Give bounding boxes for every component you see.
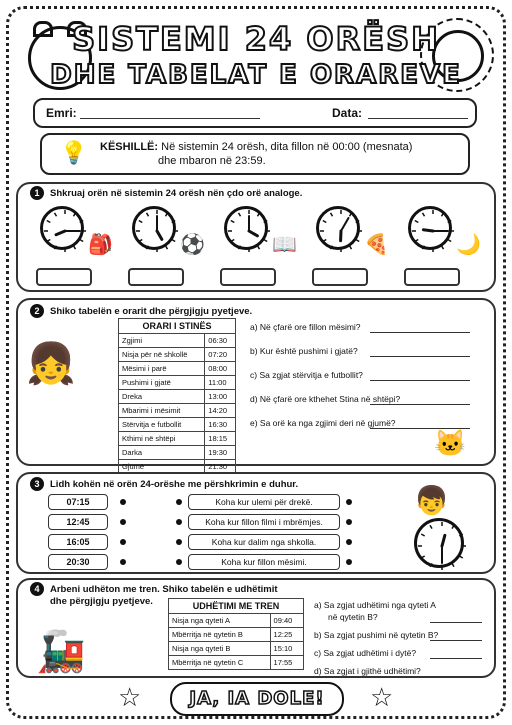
match-dot[interactable]: [346, 559, 352, 565]
question-text: d) Në çfarë ore kthehet Stina në shtëpi?: [250, 394, 401, 404]
moon-icon: 🌙: [456, 234, 481, 256]
clock-tick: [80, 221, 83, 223]
clock-tick: [80, 240, 83, 242]
match-dot[interactable]: [176, 519, 182, 525]
time-cell: 12:25: [270, 628, 303, 642]
page-subtitle: DHE TABELAT E ORAREVE: [50, 60, 462, 90]
table-row: [169, 614, 304, 628]
match-dot[interactable]: [176, 559, 182, 565]
activity-cell: Zgjimi: [119, 334, 205, 348]
clock-tick: [139, 221, 142, 223]
match-dot[interactable]: [346, 499, 352, 505]
clock-tick: [331, 246, 333, 249]
date-field[interactable]: [368, 118, 468, 119]
section-2-number: 2: [30, 304, 44, 318]
clock-tick: [331, 213, 333, 216]
clock-tick: [415, 240, 418, 242]
answer-line[interactable]: [430, 640, 482, 641]
activity-cell: Nisja për në shkollë: [119, 348, 205, 362]
name-date-box: [33, 98, 477, 128]
clock-tick: [459, 556, 462, 558]
clock-tick: [166, 246, 168, 249]
minute-hand: [341, 218, 348, 231]
clock-tick: [356, 240, 359, 242]
clock-tick: [147, 246, 149, 249]
date-label: Data:: [332, 106, 363, 120]
clock-tick: [264, 221, 267, 223]
analog-clock: [408, 206, 452, 250]
clock-tick: [452, 563, 454, 566]
table-row: [119, 446, 236, 460]
answer-line[interactable]: [430, 676, 482, 677]
time-cell: 07:20: [205, 348, 236, 362]
clock-tick: [423, 213, 425, 216]
analog-clock: [316, 206, 360, 250]
schedule-table-title: ORARI I STINËS: [119, 319, 236, 334]
question-text: c) Sa zgjat udhëtimi i dytë?: [314, 648, 417, 658]
activity-cell: Kthimi në shtëpi: [119, 432, 205, 446]
section-4-instruction-2: dhe përgjigju pyetjeve.: [50, 596, 153, 607]
clock-tick: [239, 246, 241, 249]
table-row: [169, 656, 304, 670]
boy-icon: 👦: [414, 485, 449, 516]
lightbulb-icon: 💡: [60, 140, 88, 165]
cat-icon: 🐱: [434, 428, 467, 458]
activity-cell: Stërvitja e futbollit: [119, 418, 205, 432]
tip-line-2: dhe mbaron në 23:59.: [158, 155, 266, 167]
clock-tick: [423, 246, 425, 249]
analog-clock: [414, 518, 464, 568]
question-text: d) Sa zgjat i gjithë udhëtimi?: [314, 666, 421, 676]
analog-clock: [224, 206, 268, 250]
table-row: [119, 418, 236, 432]
hour-hand: [249, 231, 257, 236]
train-table: [168, 598, 304, 670]
clock-tick: [356, 221, 359, 223]
question-text: c) Sa zgjat stërvitja e futbollit?: [250, 370, 363, 380]
clock-tick: [55, 246, 57, 249]
clock-tick: [55, 213, 57, 216]
clock-tick: [147, 213, 149, 216]
description-option[interactable]: Koha kur fillon mësimi.: [188, 554, 340, 570]
answer-line[interactable]: [370, 332, 470, 333]
clock-tick: [350, 246, 352, 249]
activity-cell: Darka: [119, 446, 205, 460]
stop-cell: Nisja nga qyteti B: [169, 642, 271, 656]
time-cell: 13:00: [205, 390, 236, 404]
table-row: [169, 642, 304, 656]
question-text: b) Kur është pushimi i gjatë?: [250, 346, 358, 356]
table-row: [119, 348, 236, 362]
name-field[interactable]: [80, 118, 260, 119]
time-cell: 18:15: [205, 432, 236, 446]
table-row: [119, 362, 236, 376]
time-option[interactable]: 07:15: [48, 494, 108, 510]
clock-tick: [74, 213, 76, 216]
stop-cell: Mbërritja në qytetin C: [169, 656, 271, 670]
match-dot[interactable]: [176, 539, 182, 545]
clock-tick: [448, 240, 451, 242]
time-cell: 21:30: [205, 460, 236, 474]
answer-line[interactable]: [370, 356, 470, 357]
section-4-number: 4: [30, 582, 44, 596]
clock-tick: [459, 534, 462, 536]
clock-tick: [350, 213, 352, 216]
time-cell: 17:55: [270, 656, 303, 670]
answer-line[interactable]: [370, 404, 470, 405]
activity-cell: Mësimi i parë: [119, 362, 205, 376]
clock-tick: [442, 246, 444, 249]
table-row: [119, 404, 236, 418]
page-title: SISTEMI 24 ORËSH: [72, 20, 440, 58]
answer-box[interactable]: [128, 268, 184, 286]
star-icon: ☆: [370, 682, 394, 712]
analog-clock: [132, 206, 176, 250]
clock-tick: [258, 213, 260, 216]
analog-clock: [40, 206, 84, 250]
question-text: a) Në çfarë ore fillon mësimi?: [250, 322, 361, 332]
clock-tick: [430, 525, 432, 528]
table-row: [119, 390, 236, 404]
clock-tick: [172, 221, 175, 223]
clock-tick: [448, 221, 451, 223]
clock-tick: [258, 246, 260, 249]
activity-cell: Dreka: [119, 390, 205, 404]
table-row: [119, 334, 236, 348]
clock-tick: [421, 556, 424, 558]
clock-tick: [139, 240, 142, 242]
train-icon: 🚂: [36, 630, 86, 674]
table-row: [169, 628, 304, 642]
section-3-instruction: Lidh kohën në orën 24-orëshe me përshkrimin e duhur.: [50, 479, 299, 490]
answer-box[interactable]: [36, 268, 92, 286]
hour-hand: [56, 231, 65, 235]
answer-box[interactable]: [404, 268, 460, 286]
soccer-ball-icon: ⚽: [180, 234, 205, 256]
time-option[interactable]: 16:05: [48, 534, 108, 550]
activity-cell: Gjumë: [119, 460, 205, 474]
star-icon: ☆: [118, 682, 142, 712]
description-option[interactable]: Koha kur dalim nga shkolla.: [188, 534, 340, 550]
clock-tick: [264, 240, 267, 242]
time-cell: 08:00: [205, 362, 236, 376]
section-1-number: 1: [30, 186, 44, 200]
stop-cell: Nisja nga qyteti A: [169, 614, 271, 628]
match-dot[interactable]: [176, 499, 182, 505]
clock-tick: [430, 563, 432, 566]
answer-line[interactable]: [370, 380, 470, 381]
question-text: b) Sa zgjat pushimi në qytetin B?: [314, 630, 439, 640]
description-option[interactable]: Koha kur ulemi për drekë.: [188, 494, 340, 510]
pizza-icon: 🍕: [364, 234, 389, 256]
match-dot[interactable]: [120, 559, 126, 565]
question-text: në qytetin B?: [328, 612, 378, 622]
answer-box[interactable]: [220, 268, 276, 286]
table-row: [119, 432, 236, 446]
clock-tick: [231, 221, 234, 223]
match-dot[interactable]: [120, 539, 126, 545]
time-cell: 19:30: [205, 446, 236, 460]
time-cell: 16:30: [205, 418, 236, 432]
clock-tick: [47, 221, 50, 223]
clock-tick: [415, 221, 418, 223]
section-1-instruction: Shkruaj orën në sistemin 24 orësh nën çdo orë analoge.: [50, 188, 303, 199]
table-row: [119, 376, 236, 390]
answer-line[interactable]: [430, 622, 482, 623]
time-option[interactable]: 20:30: [48, 554, 108, 570]
section-4-instruction-1: Arbeni udhëton me tren. Shiko tabelën e udhëtimit: [50, 584, 278, 595]
hour-hand: [157, 231, 162, 239]
footer-banner: JA, IA DOLE!: [170, 682, 344, 716]
clock-tick: [47, 240, 50, 242]
clock-tick: [323, 240, 326, 242]
time-cell: 09:40: [270, 614, 303, 628]
clock-tick: [172, 240, 175, 242]
match-dot[interactable]: [120, 499, 126, 505]
section-3-number: 3: [30, 477, 44, 491]
activity-cell: Mbarimi i mësimit: [119, 404, 205, 418]
activity-cell: Pushimi i gjatë: [119, 376, 205, 390]
clock-tick: [166, 213, 168, 216]
clock-tick: [421, 534, 424, 536]
section-2-instruction: Shiko tabelën e orarit dhe përgjigju pyetjeve.: [50, 306, 253, 317]
girl-pointing-icon: 👧: [26, 342, 76, 386]
time-option[interactable]: 12:45: [48, 514, 108, 530]
hour-hand: [423, 230, 433, 231]
question-text: e) Sa orë ka nga zgjimi deri në gjumë?: [250, 418, 396, 428]
train-table-title: UDHËTIMI ME TREN: [169, 599, 304, 614]
schedule-table: [118, 318, 236, 474]
time-cell: 06:30: [205, 334, 236, 348]
match-dot[interactable]: [346, 519, 352, 525]
book-icon: 📖: [272, 234, 297, 256]
description-option[interactable]: Koha kur fillon filmi i mbrëmjes.: [188, 514, 340, 530]
match-dot[interactable]: [346, 539, 352, 545]
backpack-icon: 🎒: [88, 234, 113, 256]
clock-tick: [239, 213, 241, 216]
name-label: Emri:: [46, 106, 77, 120]
time-cell: 15:10: [270, 642, 303, 656]
tip-text: [100, 140, 460, 168]
question-text: a) Sa zgjat udhëtimi nga qyteti A: [314, 600, 436, 610]
match-dot[interactable]: [120, 519, 126, 525]
tip-label: KËSHILLË:: [100, 141, 159, 153]
clock-tick: [452, 525, 454, 528]
clock-tick: [231, 240, 234, 242]
answer-line[interactable]: [430, 658, 482, 659]
clock-tick: [442, 213, 444, 216]
stop-cell: Mbërritja në qytetin B: [169, 628, 271, 642]
clock-tick: [323, 221, 326, 223]
clock-tick: [74, 246, 76, 249]
hour-hand: [442, 535, 445, 546]
time-cell: 14:20: [205, 404, 236, 418]
tip-line-1: Në sistemin 24 orësh, dita fillon në 00:00 (mesnata): [161, 141, 413, 153]
time-cell: 11:00: [205, 376, 236, 390]
answer-box[interactable]: [312, 268, 368, 286]
